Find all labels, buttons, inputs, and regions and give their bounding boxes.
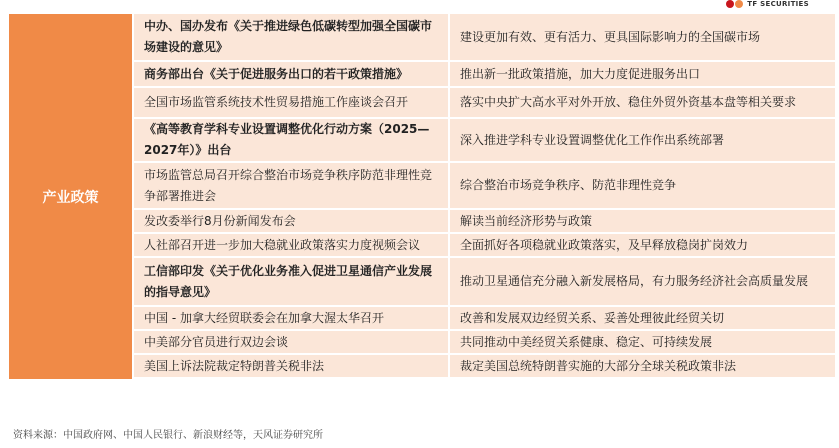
policy-event-cell (134, 234, 450, 258)
policy-impact-cell: 综合整治市场竞争秩序、防范非理性竞争 (450, 163, 837, 210)
policy-impact-cell: 裁定美国总统特朗普实施的大部分全球关税政策非法 (450, 355, 837, 379)
page-title (10, 0, 210, 6)
policy-event-text: 中国 - 加拿大经贸联委会在加拿大渥太华召开 (144, 310, 384, 325)
policy-event-cell (134, 258, 450, 307)
policy-event-text: 《高等教育学科专业设置调整优化行动方案（2025—2027年）》出台 (144, 122, 430, 157)
logo-mark-icon (726, 0, 743, 8)
policy-event-text: 全国市场监管系统技术性贸易措施工作座谈会召开 (144, 95, 409, 109)
policy-event-text: 中办、国办发布《关于推进绿色低碳转型加强全国碳市场建设的意见》 (144, 19, 433, 54)
policy-event-cell (134, 163, 450, 210)
policy-impact-cell: 落实中央扩大高水平对外开放、稳住外贸外资基本盘等相关要求 (450, 88, 837, 119)
policy-event-text: 美国上诉法院裁定特朗普关税非法 (144, 358, 325, 373)
policy-impact-cell: 推动卫星通信充分融入新发展格局，有力服务经济社会高质量发展 (450, 258, 837, 307)
policy-event-cell (134, 355, 450, 379)
policy-event-text: 发改委举行8月份新闻发布会 (144, 213, 296, 228)
source-footnote: 资料来源：中国政府网、中国人民银行、新浪财经等，天风证券研究所 (13, 430, 323, 441)
category-cell: 产业政策 (9, 14, 134, 379)
policy-impact-cell: 解读当前经济形势与政策 (450, 210, 837, 234)
policy-event-text: 中美部分官员进行双边会谈 (144, 334, 289, 349)
policy-impact-cell: 深入推进学科专业设置调整优化工作作出系统部署 (450, 119, 837, 163)
policy-event-cell (134, 88, 450, 119)
policy-event-text: 工信部印发《关于优化业务准入促进卫星通信产业发展的指导意见》 (144, 263, 433, 299)
policy-event-text: 商务部出台《关于促进服务出口的若干政策措施》 (144, 66, 409, 81)
policy-impact-cell: 全面抓好各项稳就业政策落实，及早释放稳岗扩岗效力 (450, 234, 837, 258)
company-logo (726, 0, 809, 10)
page-header (0, 0, 839, 14)
policy-impact-cell: 共同推动中美经贸关系健康、稳定、可持续发展 (450, 331, 837, 355)
logo-text: TF SECURITIES (747, 0, 809, 8)
policy-event-cell (134, 14, 450, 62)
policy-table (9, 14, 837, 418)
policy-event-cell (134, 119, 450, 163)
policy-event-text: 市场监管总局召开综合整治市场竞争秩序防范非理性竞争部署推进会 (144, 167, 433, 203)
policy-event-cell (134, 307, 450, 331)
policy-event-cell (134, 331, 450, 355)
policy-impact-cell: 建设更加有效、更有活力、更具国际影响力的全国碳市场 (450, 14, 837, 62)
policy-impact-cell: 推出新一批政策措施，加大力度促进服务出口 (450, 62, 837, 88)
policy-event-text: 人社部召开进一步加大稳就业政策落实力度视频会议 (144, 237, 421, 252)
policy-impact-cell: 改善和发展双边经贸关系、妥善处理彼此经贸关切 (450, 307, 837, 331)
policy-event-cell (134, 210, 450, 234)
policy-event-cell (134, 62, 450, 88)
